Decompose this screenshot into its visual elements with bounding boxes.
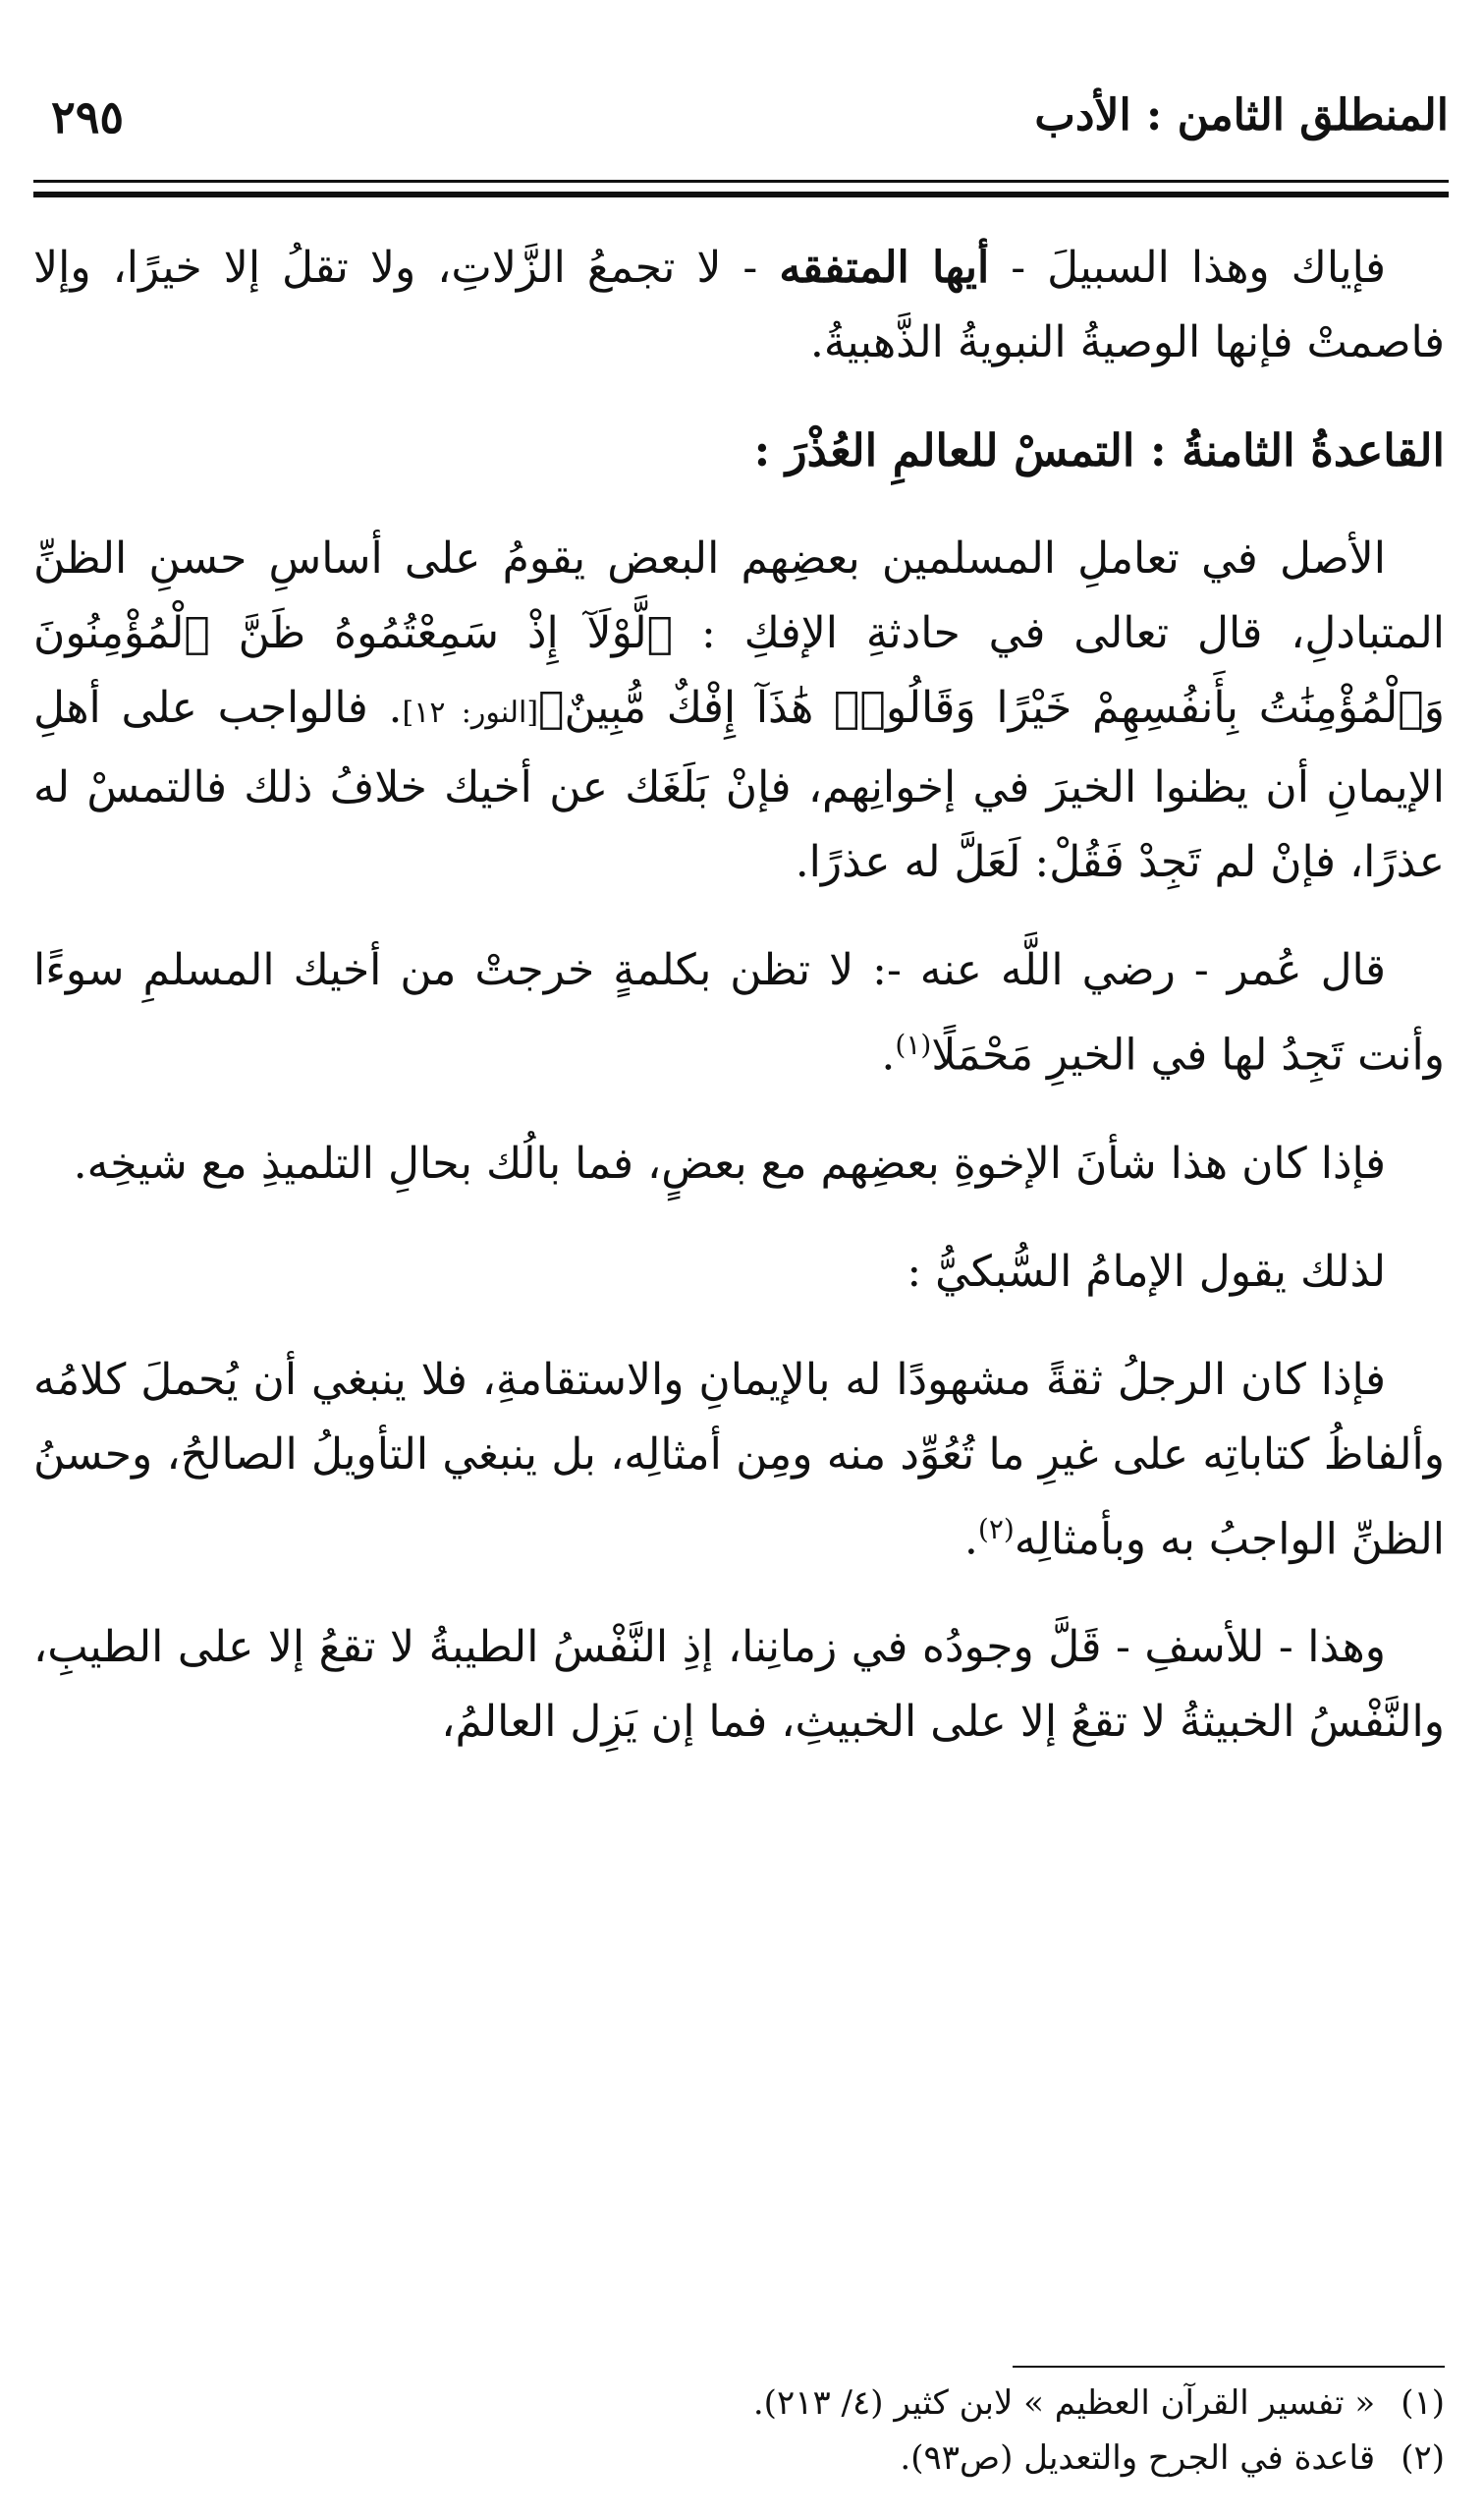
paragraph-6-end: . — [963, 1514, 978, 1565]
paragraph-6-text: فإذا كان الرجلُ ثقةً مشهودًا له بالإيمانِ والاستقامةِ، فلا ينبغي أن يُحملَ كلامُه وألفاظُ كتاباتِه على غيرِ ما تُعُوِّد منه ومِن أمثالِه، بل ينبغي التأويلُ الصالحُ، وحسنُ الظنِّ الواجبُ به وبأمثالِه — [33, 1354, 1445, 1565]
paragraph-3-end: . — [881, 1030, 896, 1081]
section-heading: القاعدةُ الثامنةُ : التمسْ للعالمِ العُذْرَ : — [753, 424, 1445, 476]
quran-verse: ﴿لَّوْلَآ إِذْ سَمِعْتُمُوهُ ظَنَّ ٱلْمُؤْمِنُونَ وَٱلْمُؤْمِنَٰتُ بِأَنفُسِهِمْ خَيْرًا وَقَالُوا۟ هَٰذَآ إِفْكٌ مُّبِينٌ﴾ — [33, 608, 1445, 733]
footnote-separator — [1013, 2366, 1445, 2368]
paragraph-1 — [33, 231, 1445, 380]
paragraph-4: فإذا كان هذا شأنَ الإخوةِ بعضِهم مع بعضٍ، فما بالُك بحالِ التلميذِ مع شيخِه. — [73, 1138, 1386, 1189]
footnote-1 — [33, 2376, 1445, 2431]
paragraph-1-emphasis: أيها المتفقه — [779, 243, 990, 293]
paragraph-1-before: فإياك وهذا السبيلَ - — [989, 243, 1387, 293]
paragraph-1-after: - لا تجمعُ الزَّلاتِ، ولا تقلُ إلا خيرًا، وإلا فاصمتْ فإنها الوصيةُ النبويةُ الذَّهبيةُ. — [33, 243, 1445, 367]
page-number: ٢٩٥ — [51, 90, 125, 143]
footnote-2-number: (٢) — [1401, 2438, 1445, 2478]
paragraph-3 — [33, 933, 1445, 1093]
footnote-1-text: « تفسير القرآن العظيم » لابن كثير (٤/ ٢١٣). — [752, 2383, 1376, 2423]
chapter-title: المنطلق الثامن : الأدب — [1034, 90, 1449, 140]
footnote-2-text: قاعدة في الجرح والتعديل (ص٩٣). — [900, 2438, 1376, 2478]
paragraph-2-before: الأصل في تعاملِ المسلمين بعضِهم البعض يقومُ على أساسِ حسنِ الظنِّ المتبادلِ، قال تعالى في حادثةِ الإفكِ : — [33, 533, 1445, 658]
paragraph-7: وهذا - للأسفِ - قَلَّ وجودُه في زمانِنا، إذِ النَّفْسُ الطيبةُ لا تقعُ إلا على الطيبِ، والنَّفْسُ الخبيثةُ لا تقعُ إلا على الخبيثِ، فما إن يَزِل العالمُ، — [33, 1622, 1445, 1748]
paragraph-6 — [33, 1343, 1445, 1578]
paragraph-3-text: قال عُمر - رضي اللَّه عنه -: لا تظن بكلمةٍ خرجتْ من أخيك المسلمِ سوءًا وأنت تَجِدُ لها في الخيرِ مَحْمَلًا — [33, 945, 1445, 1081]
running-header — [33, 90, 1449, 169]
paragraph-2 — [33, 522, 1445, 900]
footnote-2 — [33, 2431, 1445, 2486]
footnote-ref-2[interactable]: (٢) — [977, 1512, 1015, 1545]
footnotes — [33, 2376, 1445, 2486]
header-rule-thick — [33, 192, 1449, 197]
header-rule-thin — [33, 180, 1449, 183]
footnote-ref-1[interactable]: (١) — [895, 1029, 932, 1061]
paragraph-5: لذلك يقول الإمامُ السُّبكيُّ : — [907, 1246, 1386, 1297]
main-text — [33, 231, 1445, 1760]
footnote-1-number: (١) — [1401, 2383, 1445, 2423]
paragraph-2-after: . فالواجب على أهلِ الإيمانِ أن يظنوا الخيرَ في إخوانِهم، فإنْ بَلَغَك عن أخيك خلافُ ذلك فالتمسْ له عذرًا، فإنْ لم تَجِدْ فَقُلْ: لَعَلَّ له عذرًا. — [33, 683, 1445, 887]
verse-reference: [النور: ١٢] — [402, 696, 539, 730]
